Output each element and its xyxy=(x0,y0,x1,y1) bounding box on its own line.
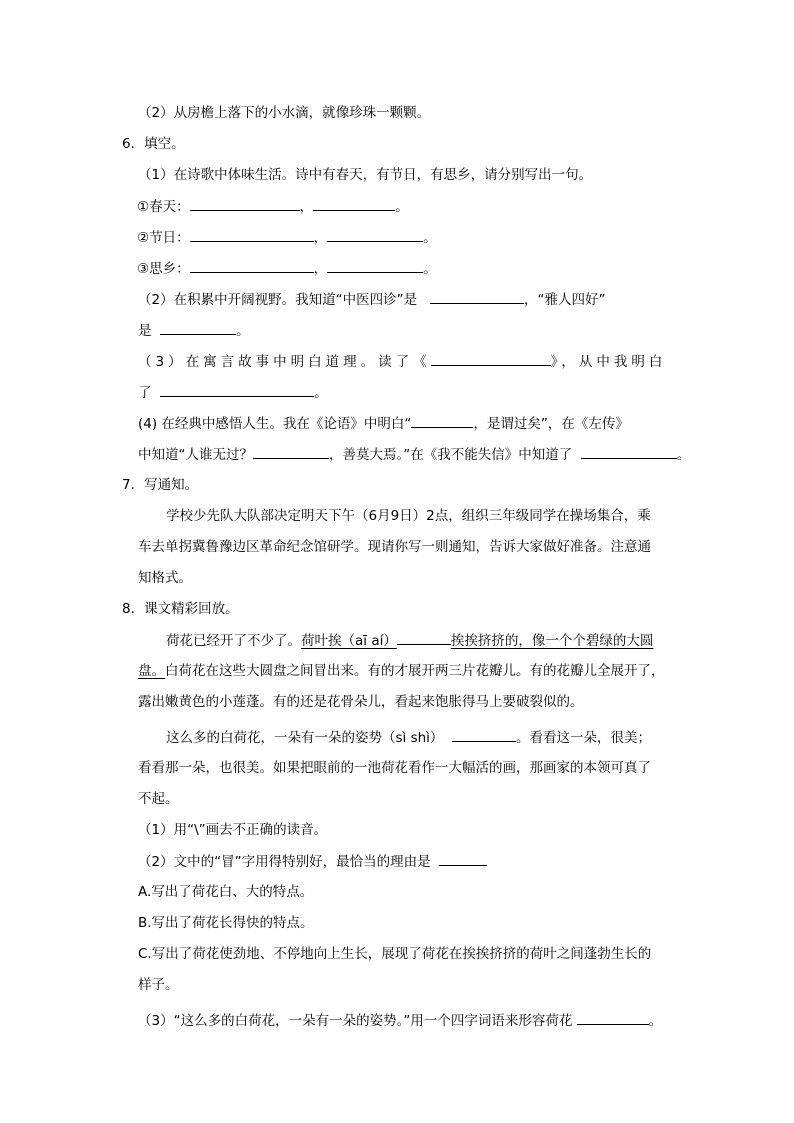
festival-blank-2[interactable] xyxy=(327,228,423,242)
q8-para1-line3: 露出嫩黄色的小莲蓬。有的还是花骨朵儿，看起来饱胀得马上要破裂似的。 xyxy=(138,694,584,710)
para1-underlined-text: 挨挨挤挤的，像一个个碧绿的大圆 xyxy=(450,633,654,649)
para2-text-b: 。看看这一朵，很美； xyxy=(516,730,652,746)
part4-text-d: ，善莫大焉。”在《我不能失信》中知道了 xyxy=(329,447,573,463)
period: 。 xyxy=(648,1013,663,1029)
q8-para2-line3: 不起。 xyxy=(138,791,179,807)
para1-underlined-end: 盘。 xyxy=(138,663,165,679)
q6-festival-line xyxy=(137,228,437,247)
lesson-blank[interactable] xyxy=(160,383,314,397)
q6-part1: （1）在诗歌中体味生活。诗中有春天，有节日，有思乡，请分别写出一句。 xyxy=(138,167,593,183)
festival-label: ②节日： xyxy=(137,230,190,246)
q6-part4-line1 xyxy=(138,414,629,433)
homesick-blank-1[interactable] xyxy=(190,259,314,273)
q6-part3-line2 xyxy=(138,383,328,402)
part4-text-b: ，是谓过矣”，在《左传》 xyxy=(473,416,629,432)
comma: ， xyxy=(313,261,328,277)
four-hobbies-blank[interactable] xyxy=(160,321,236,335)
period: 。 xyxy=(423,261,437,277)
para1-text-e: 白荷花在这些大圆盘之间冒出来。有的才展开两三片花瓣儿。有的花瓣儿全展开了， xyxy=(165,663,665,679)
reason-blank[interactable] xyxy=(439,852,487,866)
part2-text: （2）在积累中开阔视野。我知道“中医四诊”是 xyxy=(138,292,418,308)
q7-title: 7．写通知。 xyxy=(122,477,199,493)
homesick-blank-2[interactable] xyxy=(327,259,423,273)
q6-part3-line1 xyxy=(138,352,666,371)
q7-line3: 知格式。 xyxy=(138,570,192,586)
part3-text-b: 》，从中我明白 xyxy=(550,354,667,370)
q6-homesick-line xyxy=(137,259,437,278)
part2-text-c: 是 xyxy=(138,323,152,339)
q8-para1-line2 xyxy=(138,662,665,680)
q8-para1-line1 xyxy=(166,631,653,650)
sub3-text: （3）“这么多的白荷花，一朵有一朵的姿势。”用一个四字词语来形容荷花 xyxy=(138,1013,573,1029)
q8-option-b[interactable]: B.写出了荷花长得快的特点。 xyxy=(138,915,314,931)
keep-promise-blank[interactable] xyxy=(581,445,677,459)
period: 。 xyxy=(236,323,250,339)
q8-option-c-line1[interactable]: C.写出了荷花使劲地、不停地向上生长，展现了荷花在挨挨挤挤的荷叶之间蓬勃生长的 xyxy=(138,946,652,962)
q8-option-c-line2: 样子。 xyxy=(138,977,179,993)
part4-text-c: 中知道“人谁无过？ xyxy=(138,447,253,463)
part2-text-b: ，“雅人四好” xyxy=(523,292,606,308)
q8-sub1: （1）用“\”画去不正确的读音。 xyxy=(138,822,328,838)
sub2-text: （2）文中的“冒”字用得特别好，最恰当的理由是 xyxy=(138,854,431,870)
q7-line2: 车去单拐冀鲁豫边区革命纪念馆研学。现请你写一则通知，告诉大家做好准备。注意通 xyxy=(138,539,651,555)
comma: ， xyxy=(313,230,328,246)
period: 。 xyxy=(314,385,328,401)
q8-sub2 xyxy=(138,852,487,871)
q5-item2: （2）从房檐上落下的小水滴，就像珍珠一颗颗。 xyxy=(138,105,431,121)
q8-para2-line2: 看看那一朵，也很美。如果把眼前的一池荷花看作一大幅活的画，那画家的本领可真了 xyxy=(138,760,651,776)
homesick-label: ③思乡： xyxy=(137,261,190,277)
pinyin-choice-blank-2[interactable] xyxy=(452,728,516,742)
analects-blank[interactable] xyxy=(411,414,473,428)
part3-text: （3）在寓言故事中明白道理。读了《 xyxy=(138,354,431,370)
q8-sub3 xyxy=(138,1011,662,1030)
zuozhuan-blank[interactable] xyxy=(253,445,329,459)
q6-spring-line xyxy=(137,197,409,216)
period: 。 xyxy=(676,447,691,463)
q7-line1: 学校少先队大队部决定明天下午（6月9日）2点，组织三年级同学在操场集合，乘 xyxy=(166,508,651,524)
four-diagnosis-blank[interactable] xyxy=(430,290,524,304)
para1-text: 荷花已经开了不少了。 xyxy=(166,633,301,649)
q6-part2-line1 xyxy=(138,290,605,309)
part4-text: (4) 在经典中感悟人生。我在《论语》中明白“ xyxy=(138,416,412,432)
pinyin-choice-blank-1[interactable] xyxy=(397,631,451,645)
para2-text: 这么多的白荷花，一朵有一朵的姿势（sì shì） xyxy=(166,730,444,746)
q6-part2-line2 xyxy=(138,321,250,340)
q8-option-a[interactable]: A.写出了荷花白、大的特点。 xyxy=(138,884,314,900)
idiom-blank[interactable] xyxy=(577,1011,649,1025)
para1-pinyin-underlined: 荷叶挨（aī aí） xyxy=(301,633,397,649)
q6-part4-line2 xyxy=(138,445,690,464)
q8-para2-line1 xyxy=(166,728,651,747)
period: 。 xyxy=(395,199,409,215)
period: 。 xyxy=(423,230,437,246)
fable-title-blank[interactable] xyxy=(431,352,551,366)
part3-text-c: 了 xyxy=(138,385,152,401)
comma: ， xyxy=(299,199,314,215)
spring-blank-1[interactable] xyxy=(190,197,300,211)
spring-blank-2[interactable] xyxy=(313,197,395,211)
q8-title: 8．课文精彩回放。 xyxy=(122,601,239,617)
festival-blank-1[interactable] xyxy=(190,228,314,242)
q6-title: 6．填空。 xyxy=(122,136,185,152)
spring-label: ①春天： xyxy=(137,199,190,215)
